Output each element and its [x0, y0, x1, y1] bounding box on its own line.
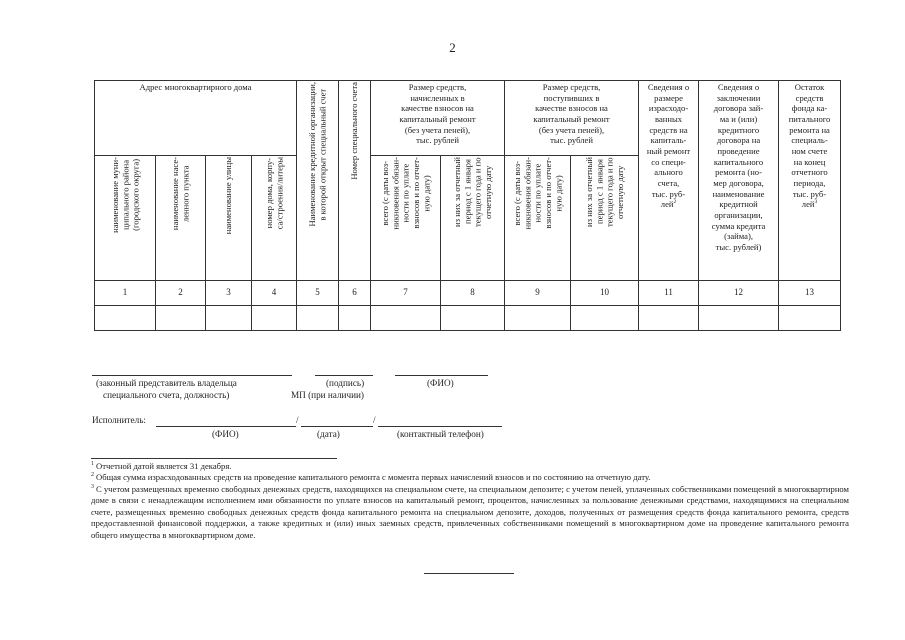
representative-caption-2: специального счета, должность)	[103, 390, 230, 400]
account-number-lines: Номер специального счета	[349, 82, 360, 180]
executor-date-line[interactable]	[301, 426, 373, 427]
header-received	[505, 81, 639, 156]
footnote-1	[91, 461, 849, 472]
header-credit-org	[297, 81, 339, 281]
header-accrued	[371, 81, 505, 156]
fio-caption: (ФИО)	[427, 378, 454, 388]
empty-cell[interactable]	[639, 306, 699, 331]
page-number: 2	[449, 40, 456, 55]
sub-received-total: всего (с даты воз- никновения обязан- ности по уплате взносов и по отчет- ную дату)	[505, 156, 571, 281]
empty-cell[interactable]	[699, 306, 779, 331]
col-number: 1	[95, 281, 156, 306]
report-table	[94, 80, 841, 331]
executor-date-caption: (дата)	[317, 429, 340, 439]
col-number: 12	[699, 281, 779, 306]
stamp-caption: МП (при наличии)	[291, 390, 364, 400]
loan-lines: Сведения о заключении договора зай- ма и (или) кредитного договора на проведение капитального ремонта (но- мер договора, наименование кредитной организации, сумма кредита (займа), тыс. рублей)	[711, 82, 766, 252]
footnote-2-text: Общая сумма израсходованных средств на проведение капитального ремонта с момента первых начислений взносов и по состоянию на отчетную дату.	[96, 472, 651, 483]
header-spent	[639, 81, 699, 281]
executor-label: Исполнитель:	[92, 415, 146, 425]
empty-cell[interactable]	[441, 306, 505, 331]
sub-municipal: наименование муни- ципального района (городского округа)	[95, 156, 156, 281]
executor-slash-2: /	[373, 415, 376, 425]
executor-phone-caption: (контактный телефон)	[397, 429, 484, 439]
accrued-lines: Размер средств, начисленных в качестве взносов на капитальный ремонт (без учета пеней), тыс. рублей	[399, 82, 476, 146]
page-end-rule	[424, 573, 514, 574]
empty-cell[interactable]	[297, 306, 339, 331]
footnote-3-text: С учетом размещенных временно свободных денежных средств, находящихся на специальном счете, на специальном депозите; с учетом пеней, уплаченных собственниками помещений в многоквартирном доме в связи с ненадлежащим исполнением ими обязанности по уплате взносов на капитальный ремонт, процентов, начисленных за пользование денежными средствами, находящимися на специальном счете, размещенных временно свободных денежных средств фонда капитального ремонта на специальном депозите, доходов, полученных от размещения средств фонда капитального ремонта, средств предоставленной финансовой поддержки, а также кредитных и (или) иных заемных средств, привлеченных собственниками помещений в многоквартирном доме на проведение капитального ремонта общего имущества в многоквартирном доме.	[91, 483, 849, 540]
sub-accrued-period: из них за отчетный период с 1 января текущего года и по отчетную дату	[441, 156, 505, 281]
executor-fio-caption: (ФИО)	[212, 429, 239, 439]
empty-data-row	[95, 306, 841, 331]
footnote-ref-3: 3	[814, 199, 818, 206]
empty-cell[interactable]	[156, 306, 206, 331]
balance-lines: Остаток средств фонда ка- питального ремонта на специаль- ном счете на конец отчетного периода, тыс. руб-	[788, 82, 831, 199]
empty-cell[interactable]	[371, 306, 441, 331]
spent-lines: Сведения о размере израсходо- ванных средств на капиталь- ный ремонт со специ- ального счета, тыс. руб-	[646, 82, 691, 199]
credit-org-lines: Наименование кредитной организации, в которой открыт специальный счет	[307, 82, 328, 227]
executor-slash-1: /	[296, 415, 299, 425]
empty-cell[interactable]	[779, 306, 841, 331]
header-account-number	[339, 81, 371, 281]
representative-caption-1: (законный представитель владельца	[96, 378, 237, 388]
sub-accrued-total: всего (с даты воз- никновения обязан- ности по уплате взносов и по отчет- ную дату)	[371, 156, 441, 281]
executor-fio-line[interactable]	[156, 426, 296, 427]
footnote-2-marker: 2	[91, 472, 94, 479]
fio-line[interactable]	[395, 375, 488, 376]
sub-settlement: наименование насе- ленного пункта	[156, 156, 206, 281]
col-number: 9	[505, 281, 571, 306]
footnote-1-text: Отчетной датой является 31 декабря.	[96, 461, 232, 471]
col-number: 5	[297, 281, 339, 306]
col-number: 13	[779, 281, 841, 306]
signature-line[interactable]	[315, 375, 373, 376]
representative-line[interactable]	[92, 375, 292, 376]
col-number: 3	[206, 281, 252, 306]
footnote-3-marker: 3	[91, 483, 94, 490]
header-loan	[699, 81, 779, 281]
executor-phone-line[interactable]	[378, 426, 502, 427]
balance-last: лей	[801, 199, 815, 210]
empty-cell[interactable]	[339, 306, 371, 331]
footnote-2	[91, 472, 849, 483]
col-number: 4	[252, 281, 297, 306]
col-number: 11	[639, 281, 699, 306]
col-number: 6	[339, 281, 371, 306]
header-balance	[779, 81, 841, 281]
spent-last: лей	[660, 199, 674, 210]
empty-cell[interactable]	[505, 306, 571, 331]
sub-house: номер дома, корпу- са/строения/литеры	[252, 156, 297, 281]
col-number: 2	[156, 281, 206, 306]
footnote-1-marker: 1	[91, 461, 94, 467]
header-address: Адрес многоквартирного дома	[95, 81, 297, 156]
footnotes	[91, 461, 849, 541]
column-number-row	[95, 281, 841, 306]
received-lines: Размер средств, поступивших в качестве взносов на капитальный ремонт (без учета пеней), тыс. рублей	[533, 82, 610, 146]
col-number: 10	[571, 281, 639, 306]
signature-caption: (подпись)	[326, 378, 365, 388]
sub-received-period: из них за отчетный период с 1 января текущего года и по отчетную дату	[571, 156, 639, 281]
empty-cell[interactable]	[95, 306, 156, 331]
footnote-3	[91, 484, 849, 541]
footnote-ref-2: 2	[673, 199, 677, 206]
col-number: 8	[441, 281, 505, 306]
empty-cell[interactable]	[252, 306, 297, 331]
empty-cell[interactable]	[571, 306, 639, 331]
col-number: 7	[371, 281, 441, 306]
empty-cell[interactable]	[206, 306, 252, 331]
sub-street: наименование улицы	[206, 156, 252, 281]
footnote-separator	[91, 458, 337, 459]
